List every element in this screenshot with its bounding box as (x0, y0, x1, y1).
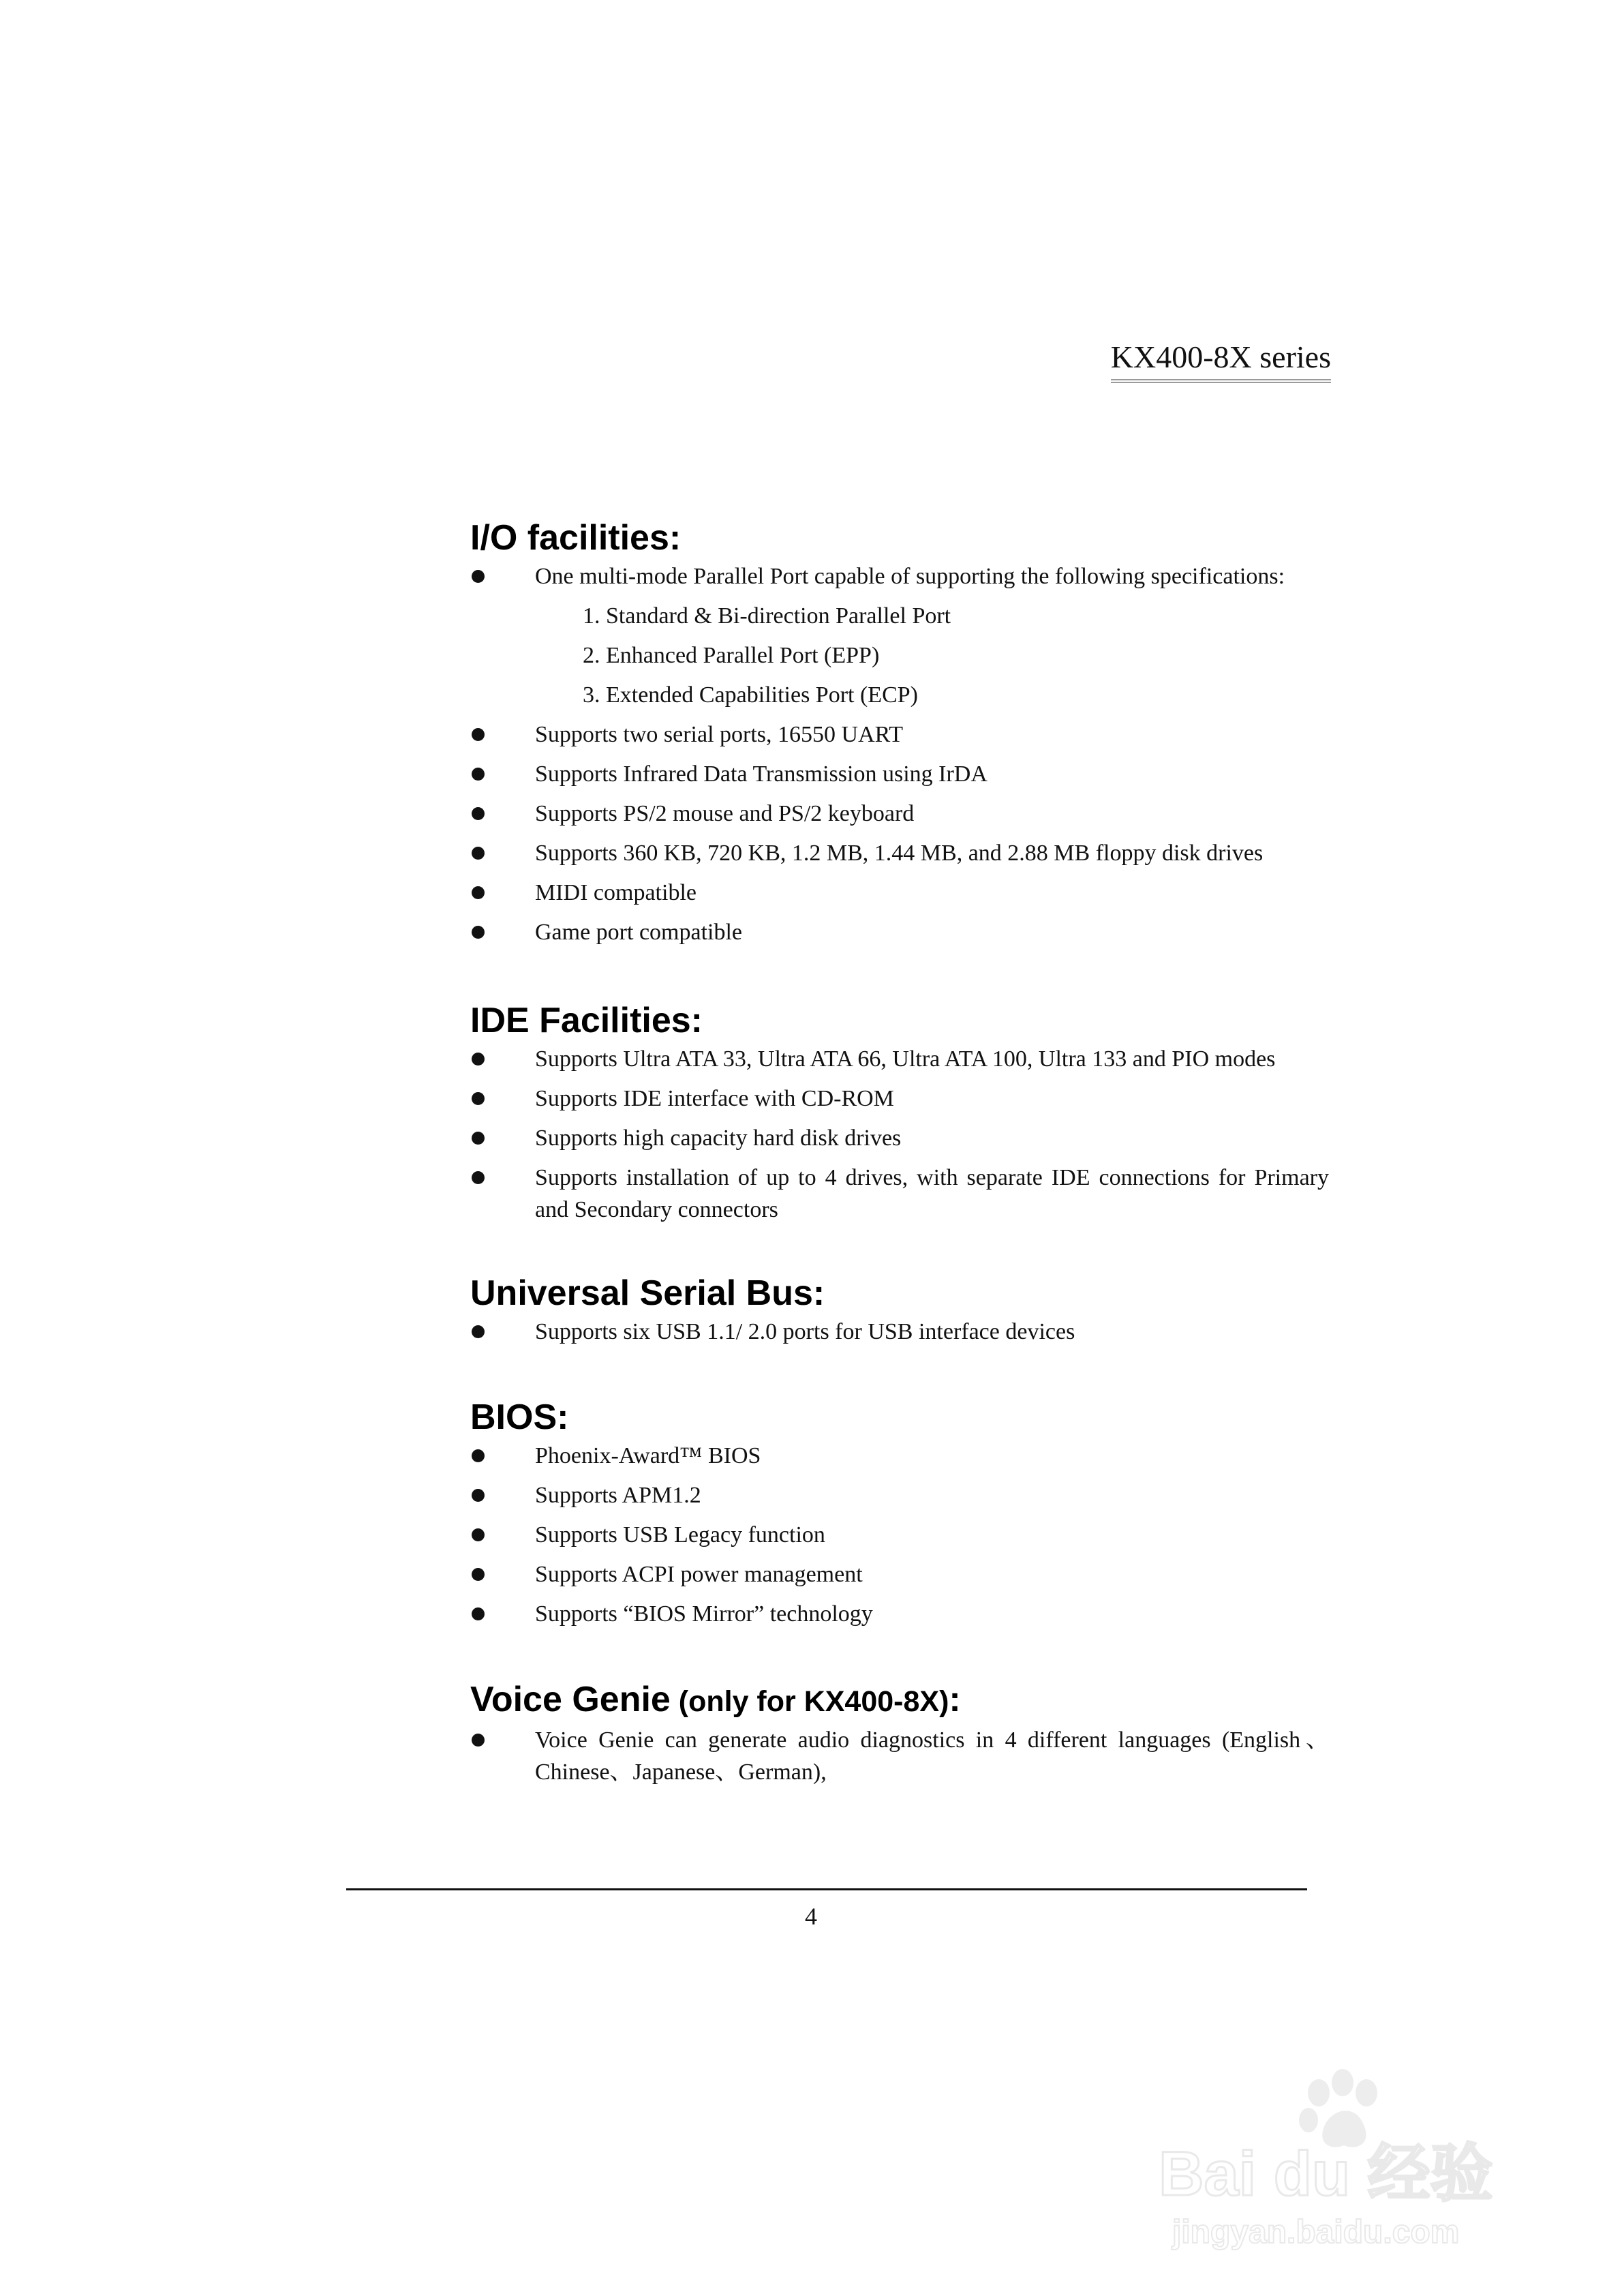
list-item-text: Supports 360 KB, 720 KB, 1.2 MB, 1.44 MB, and 2.88 MB floppy disk drives (535, 841, 1264, 866)
bullet-icon (472, 1171, 485, 1184)
baidu-watermark-logo (1152, 2055, 1561, 2260)
bullet-list (470, 1316, 1329, 1348)
footer-rule (346, 1888, 1307, 1890)
bullet-list (470, 1440, 1329, 1630)
bullet-icon (472, 768, 485, 781)
list-item-text: Game port compatible (535, 920, 743, 945)
section-io-facilities (470, 517, 1329, 948)
section-title-colon: : (949, 1680, 961, 1719)
list-item (470, 1479, 1329, 1511)
bullet-icon (472, 570, 485, 583)
list-item (470, 560, 1329, 711)
list-item-text: One multi-mode Parallel Port capable of supporting the following specifications: (535, 564, 1285, 589)
watermark-url-text: jingyan.baidu.com (1172, 2214, 1460, 2250)
list-item-text: Supports two serial ports, 16550 UART (535, 722, 904, 747)
list-item (470, 1558, 1329, 1590)
list-item (470, 1162, 1329, 1226)
bullet-icon (472, 1053, 485, 1066)
page-number: 4 (805, 1903, 817, 1930)
list-item (470, 1122, 1329, 1154)
bullet-icon (472, 847, 485, 860)
list-item-text: Supports “BIOS Mirror” technology (535, 1601, 873, 1627)
bullet-icon (472, 1734, 485, 1747)
section-usb (470, 1272, 1329, 1348)
bullet-icon (472, 1528, 485, 1541)
bullet-icon (472, 1092, 485, 1105)
bullet-icon (472, 1449, 485, 1462)
list-item-text: Supports six USB 1.1/ 2.0 ports for USB interface devices (535, 1319, 1075, 1344)
list-item (470, 1519, 1329, 1551)
list-item-text: Supports APM1.2 (535, 1483, 701, 1508)
section-title: I/O facilities: (470, 518, 682, 558)
section-voice-genie (470, 1678, 1329, 1788)
list-item-text: Supports IDE interface with CD-ROM (535, 1086, 894, 1111)
list-item (470, 1083, 1329, 1115)
bullet-icon (472, 886, 485, 899)
list-item-text: MIDI compatible (535, 880, 697, 905)
watermark-brand-text: Bai du 经验 (1159, 2139, 1493, 2209)
bullet-list (470, 1043, 1329, 1226)
section-bios (470, 1396, 1329, 1630)
list-item-text: Phoenix-Award™ BIOS (535, 1443, 761, 1468)
list-item (470, 1724, 1329, 1788)
bullet-icon (472, 1607, 485, 1620)
list-item (470, 1440, 1329, 1472)
list-item (470, 798, 1329, 830)
list-item-text: Supports Infrared Data Transmission using IrDA (535, 761, 988, 787)
list-item-text: Supports USB Legacy function (535, 1522, 825, 1547)
section-ide-facilities (470, 999, 1329, 1226)
list-item-text: Supports installation of up to 4 drives, with separate IDE connections for Primary and Secondary connectors (535, 1165, 1329, 1222)
spec-item: 2. Enhanced Parallel Port (EPP) (583, 643, 880, 668)
list-item (470, 719, 1329, 751)
spec-item: 1. Standard & Bi-direction Parallel Port (583, 603, 951, 629)
paw-icon (1299, 2069, 1377, 2147)
section-title: BIOS: (470, 1398, 569, 1437)
list-item (470, 916, 1329, 948)
list-item (470, 1316, 1329, 1348)
section-title-main: Voice Genie (470, 1680, 671, 1719)
list-item-text: Supports Ultra ATA 33, Ultra ATA 66, Ultra ATA 100, Ultra 133 and PIO modes (535, 1046, 1276, 1072)
list-item-text: Supports PS/2 mouse and PS/2 keyboard (535, 801, 915, 826)
list-item-text: Supports high capacity hard disk drives (535, 1126, 902, 1151)
bullet-icon (472, 807, 485, 820)
list-item (470, 837, 1329, 869)
bullet-icon (472, 1325, 485, 1338)
spec-item: 3. Extended Capabilities Port (ECP) (583, 682, 918, 708)
bullet-list (470, 560, 1329, 948)
section-title-suffix: (only for KX400-8X) (670, 1685, 949, 1718)
section-title: Universal Serial Bus: (470, 1273, 825, 1313)
list-item (470, 877, 1329, 909)
bullet-icon (472, 1568, 485, 1581)
bullet-icon (472, 1132, 485, 1145)
bullet-icon (472, 1489, 485, 1502)
list-item (470, 1043, 1329, 1075)
section-title: IDE Facilities: (470, 1001, 703, 1040)
bullet-list (470, 1724, 1329, 1788)
parallel-port-spec-list (535, 600, 1329, 711)
list-item-text: Voice Genie can generate audio diagnostics in 4 different languages (English、Chinese、Japanese、German), (535, 1727, 1329, 1785)
section-title (470, 1678, 1329, 1723)
list-item (470, 1598, 1329, 1630)
bullet-icon (472, 926, 485, 939)
list-item (470, 758, 1329, 790)
series-header: KX400-8X series (1111, 338, 1331, 383)
bullet-icon (472, 728, 485, 741)
list-item-text: Supports ACPI power management (535, 1562, 863, 1587)
